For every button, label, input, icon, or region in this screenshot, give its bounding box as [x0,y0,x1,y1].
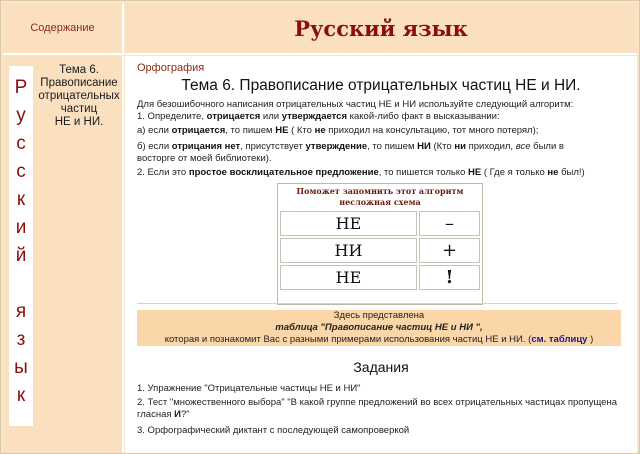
step-2: 2. Если это простое восклицательное предложение, то пишется только НЕ ( Где я только не был!) [137,167,585,178]
scheme-row [280,211,480,236]
scheme-word: НЕ [280,265,417,290]
topic-line: отрицательных [38,90,120,102]
divider [137,303,617,304]
vertical-letter: з [16,329,26,350]
vertical-letter: к [16,385,26,406]
toc-cell [3,3,124,55]
vertical-letter: ы [14,357,28,378]
task-link-1[interactable]: 1. Упражнение "Отрицательные частицы НЕ и НИ" [137,383,361,394]
vertical-letter: с [16,133,26,154]
section-label: Орфография [137,62,205,74]
scheme-symbol: ! [419,265,480,290]
vertical-letter: к [16,189,26,210]
step-1: 1. Определите, отрицается или утверждается какой-либо факт в высказывании: [137,111,500,122]
topic-line: Правописание [40,77,118,89]
case-b: б) если отрицания нет, присутствует утверждение, то пишем НИ (Кто ни приходил, все были в восторге от моей библиотеки). [137,141,564,164]
vertical-letter: я [15,301,27,322]
intro-text: Для безошибочного написания отрицательных частиц НЕ и НИ используйте следующий алгоритм: [137,99,574,110]
scheme-row [280,265,480,290]
topic-title: Тема 6. Правописание отрицательных частиц НЕ и НИ. [181,77,581,94]
scheme-row [280,238,480,263]
vertical-letter: Р [14,77,28,98]
scheme-word: НИ [280,238,417,263]
tasks-title: Задания [353,359,409,375]
case-a: а) если отрицается, то пишем НЕ ( Кто не приходил на консультацию, тот много потерял); [137,125,539,136]
table-notice: Здесь представлена таблица "Правописание частиц НЕ и НИ ", которая и познакомит Вас с разными примерами использования частиц НЕ и НИ. (см. таблицу ) [137,310,621,346]
scheme-symbol: + [419,238,480,263]
scheme-word: НЕ [280,211,417,236]
task-link-2[interactable]: 2. Тест "множественного выбора" "В какой группе предложений во всех отрицательных частицах пропущена гласная И?" [137,397,617,420]
toc-link[interactable]: Содержание [30,22,95,34]
page-title: Русский язык [294,15,468,41]
vertical-letter: у [16,105,26,126]
vertical-letter: й [15,245,27,266]
task-link-3[interactable]: 3. Орфографический диктант с последующей самопроверкой [137,425,410,436]
vertical-letter: с [16,161,26,182]
mnemonic-scheme [277,183,483,305]
vertical-letter: и [15,217,27,238]
main-content [125,56,637,453]
topic-line: НЕ и НИ. [54,116,104,128]
scheme-caption: Поможет запомнить этот алгоритм несложная схема [296,186,464,207]
topic-line: Тема 6. [59,64,99,76]
sidebar [3,56,124,453]
topic-line: частиц [60,103,98,115]
vertical-title [9,66,33,426]
sidebar-topic [35,64,123,129]
page-header [125,3,637,55]
scheme-symbol: – [419,211,480,236]
see-table-link[interactable]: см. таблицу [531,334,588,345]
